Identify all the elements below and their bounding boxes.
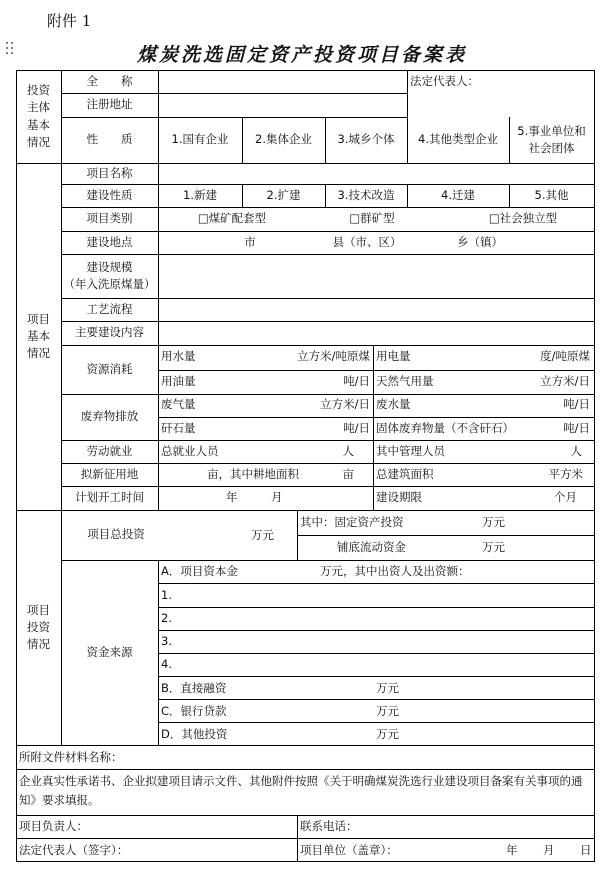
location-county: 县（市、区） bbox=[332, 235, 402, 249]
water-label: 用水量 bbox=[161, 349, 196, 363]
investor-section-label: 投资 主体 基本 情况 bbox=[27, 83, 50, 149]
scale-label: 建设规模 （年入洗原煤量） bbox=[63, 259, 156, 291]
land-label: 拟新征用地 bbox=[80, 466, 139, 481]
content-field[interactable] bbox=[158, 321, 594, 345]
direct-finance-label: B．直接融资 bbox=[161, 681, 227, 695]
nature-option[interactable]: 2.集体企业 bbox=[255, 132, 312, 147]
location-city: 市 bbox=[244, 235, 256, 249]
other-investment-label: D．其他投资 bbox=[161, 727, 228, 741]
attachments-label: 所附文件材料名称： bbox=[19, 750, 123, 764]
build-nature-option[interactable]: 5.其他 bbox=[534, 187, 569, 202]
investor-line-1[interactable]: 1. bbox=[161, 588, 172, 602]
exhaust-unit: 立方米/日 bbox=[320, 397, 370, 411]
bank-loan-label: C．银行贷款 bbox=[161, 704, 227, 718]
nature-option[interactable]: 3.城乡个体 bbox=[337, 132, 395, 147]
oil-label: 用油量 bbox=[161, 374, 196, 388]
floor-area-label: 总建筑面积 bbox=[376, 467, 434, 481]
land-text: 亩，其中耕地面积 bbox=[207, 467, 299, 481]
total-investment-unit: 万元 bbox=[251, 528, 274, 542]
employees-label: 总就业人员 bbox=[161, 444, 219, 458]
full-name-label: 全 称 bbox=[86, 73, 133, 88]
investment-section-label: 项目 投资 情况 bbox=[27, 602, 50, 652]
project-manager-label: 项目负责人： bbox=[19, 819, 88, 833]
working-capital-unit: 万元 bbox=[482, 540, 505, 554]
land-unit: 亩 bbox=[342, 467, 354, 481]
build-nature-option[interactable]: 3.技术改造 bbox=[337, 187, 395, 202]
water-unit: 立方米/吨原煤 bbox=[297, 349, 370, 363]
exhaust-label: 废气量 bbox=[161, 397, 196, 411]
other-investment-unit: 万元 bbox=[376, 727, 399, 741]
location-town: 乡（镇） bbox=[457, 235, 503, 249]
build-nature-option[interactable]: 2.扩建 bbox=[266, 187, 301, 202]
investor-line-3[interactable]: 3. bbox=[161, 634, 172, 648]
gas-label: 天然气用量 bbox=[376, 374, 434, 388]
location-label: 建设地点 bbox=[86, 234, 133, 249]
nature-label: 性 质 bbox=[86, 132, 133, 147]
wastewater-label: 废水量 bbox=[376, 397, 411, 411]
project-name-field[interactable] bbox=[158, 163, 594, 184]
build-nature-option[interactable]: 4.迁建 bbox=[441, 187, 475, 202]
managers-label: 其中管理人员 bbox=[376, 444, 445, 458]
gas-unit: 立方米/日 bbox=[540, 374, 590, 388]
period-label: 建设期限 bbox=[376, 490, 422, 504]
floor-area-unit: 平方米 bbox=[548, 467, 583, 481]
legal-rep-field[interactable] bbox=[408, 70, 594, 117]
process-field[interactable] bbox=[158, 298, 594, 321]
investor-line-4[interactable]: 4. bbox=[161, 657, 172, 671]
scale-field[interactable] bbox=[158, 254, 594, 298]
resource-label: 资源消耗 bbox=[86, 361, 133, 376]
category-checkbox-independent[interactable]: □社会独立型 bbox=[488, 211, 558, 225]
managers-unit: 人 bbox=[570, 444, 582, 458]
date-year: 年 bbox=[506, 843, 518, 857]
category-label: 项目类别 bbox=[86, 211, 133, 226]
waste-label: 废弃物排放 bbox=[80, 409, 139, 424]
employees-unit: 人 bbox=[342, 444, 354, 458]
oil-unit: 吨/日 bbox=[343, 374, 370, 388]
project-name-label: 项目名称 bbox=[86, 165, 133, 180]
category-checkbox-mine[interactable]: □煤矿配套型 bbox=[197, 211, 267, 225]
content-label: 主要建设内容 bbox=[75, 325, 144, 340]
start-label: 计划开工时间 bbox=[75, 490, 144, 505]
wastewater-unit: 吨/日 bbox=[563, 397, 590, 411]
working-capital-label: 铺底流动资金 bbox=[337, 540, 406, 554]
labor-label: 劳动就业 bbox=[86, 443, 133, 458]
build-nature-label: 建设性质 bbox=[86, 187, 133, 202]
build-nature-option[interactable]: 1.新建 bbox=[183, 187, 217, 202]
reg-address-field[interactable] bbox=[158, 93, 407, 117]
contact-phone-label: 联系电话： bbox=[300, 819, 358, 833]
gangue-unit: 吨/日 bbox=[343, 421, 370, 435]
capital-label: A．项目资本金 bbox=[161, 564, 238, 578]
nature-option[interactable]: 4.其他类型企业 bbox=[418, 132, 498, 147]
legal-rep-label: 法定代表人： bbox=[410, 74, 479, 88]
power-unit: 度/吨原煤 bbox=[540, 349, 590, 363]
project-unit-seal-label: 项目单位（盖章）： bbox=[300, 843, 398, 857]
form-title: 煤炭洗选固定资产投资项目备案表 bbox=[136, 44, 467, 66]
nature-option[interactable]: 1.国有企业 bbox=[171, 132, 229, 147]
investor-line-2[interactable]: 2. bbox=[161, 611, 172, 625]
gangue-label: 矸石量 bbox=[161, 421, 196, 435]
fixed-asset-unit: 万元 bbox=[482, 515, 505, 529]
capital-text: 万元，其中出资人及出资额： bbox=[320, 564, 470, 578]
full-name-field[interactable] bbox=[158, 70, 407, 93]
solid-waste-unit: 吨/日 bbox=[563, 421, 590, 435]
direct-finance-unit: 万元 bbox=[376, 681, 399, 695]
power-label: 用电量 bbox=[376, 349, 411, 363]
bank-loan-unit: 万元 bbox=[376, 704, 399, 718]
process-label: 工艺流程 bbox=[86, 301, 133, 316]
date-month: 月 bbox=[543, 843, 555, 857]
fixed-asset-label: 其中：固定资产投资 bbox=[300, 515, 404, 529]
nature-option[interactable]: 5.事业单位和 社会团体 bbox=[517, 123, 586, 155]
start-month: 月 bbox=[271, 490, 283, 504]
solid-waste-label: 固体废弃物量（不含矸石） bbox=[376, 421, 514, 435]
project-basic-section-label: 项目 基本 情况 bbox=[27, 311, 50, 361]
category-checkbox-cluster[interactable]: □群矿型 bbox=[349, 211, 395, 225]
attachments-note: 企业真实性承诺书、企业拟建项目请示文件、其他附件按照《关于明确煤炭洗选行业建设项目备案有关事项的通知》要求填报。 bbox=[19, 774, 583, 807]
annex-label: 附件 1 bbox=[47, 12, 92, 30]
fund-source-label: 资金来源 bbox=[86, 644, 133, 659]
reg-address-label: 注册地址 bbox=[86, 97, 133, 112]
total-investment-label: 项目总投资 bbox=[87, 527, 145, 542]
start-year: 年 bbox=[226, 490, 238, 504]
period-unit: 个月 bbox=[554, 490, 577, 504]
date-day: 日 bbox=[580, 843, 592, 857]
legal-rep-signature-label: 法定代表人（签字）： bbox=[19, 843, 129, 857]
